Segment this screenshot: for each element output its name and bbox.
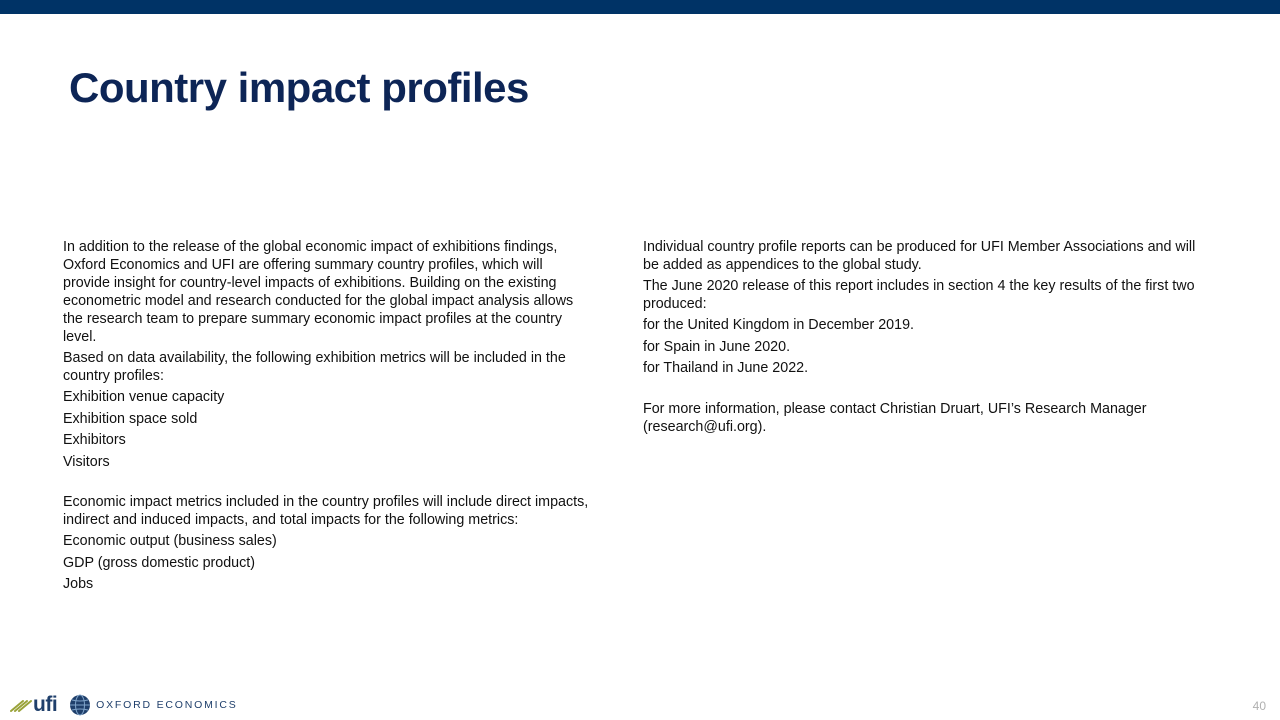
ufi-logo-text: ufi	[33, 693, 58, 716]
top-bar	[0, 0, 1280, 14]
page-title: Country impact profiles	[69, 64, 529, 111]
economic-metric-item: Economic output (business sales)	[63, 533, 277, 549]
contact-paragraph: For more information, please contact Christian Druart, UFI’s Research Manager (research@ufi.org).	[643, 400, 1147, 435]
spacer	[63, 474, 593, 493]
exhibition-metric-item: Exhibitors	[63, 432, 126, 448]
globe-icon	[69, 694, 91, 716]
economic-metric-item: Jobs	[63, 576, 94, 592]
ufi-swoosh-icon	[10, 698, 32, 712]
footer-logos	[10, 692, 238, 718]
ufi-logo	[10, 693, 57, 717]
produced-item: for the United Kingdom in December 2019.	[643, 317, 914, 333]
intro-paragraph: In addition to the release of the global economic impact of exhibitions findings, Oxford Economics and UFI are offering summary country profiles, which will provide insight for country-level impacts of exhibitions. Building on the existing econometric model and research conducted for the global impact analysis allows the research team to prepare summary economic impact profiles at the country level.	[63, 239, 574, 345]
oxford-economics-logo	[69, 694, 237, 716]
exhibition-metric-item: Visitors	[63, 453, 110, 470]
economic-metric-item: GDP (gross domestic product)	[63, 554, 256, 571]
reports-intro-paragraph: Individual country profile reports can be produced for UFI Member Associations and will be added as appendices to the global study.	[643, 239, 1196, 273]
left-column	[63, 238, 593, 597]
produced-item: for Thailand in June 2022.	[643, 360, 809, 376]
oxford-economics-logo-text: OXFORD ECONOMICS	[96, 699, 238, 711]
produced-item: for Spain in June 2020.	[643, 338, 791, 355]
metrics-intro-paragraph: Based on data availability, the following exhibition metrics will be included in the country profiles:	[63, 350, 566, 384]
page-number: 40	[1252, 699, 1266, 713]
release-note-paragraph: The June 2020 release of this report includes in section 4 the key results of the first two produced:	[643, 278, 1195, 312]
economic-intro-paragraph: Economic impact metrics included in the country profiles will include direct impacts, indirect and induced impacts, and total impacts for the following metrics:	[63, 494, 589, 528]
exhibition-metric-item: Exhibition space sold	[63, 410, 198, 427]
exhibition-metric-item: Exhibition venue capacity	[63, 389, 225, 405]
spacer	[643, 381, 1208, 400]
right-column	[643, 238, 1208, 439]
